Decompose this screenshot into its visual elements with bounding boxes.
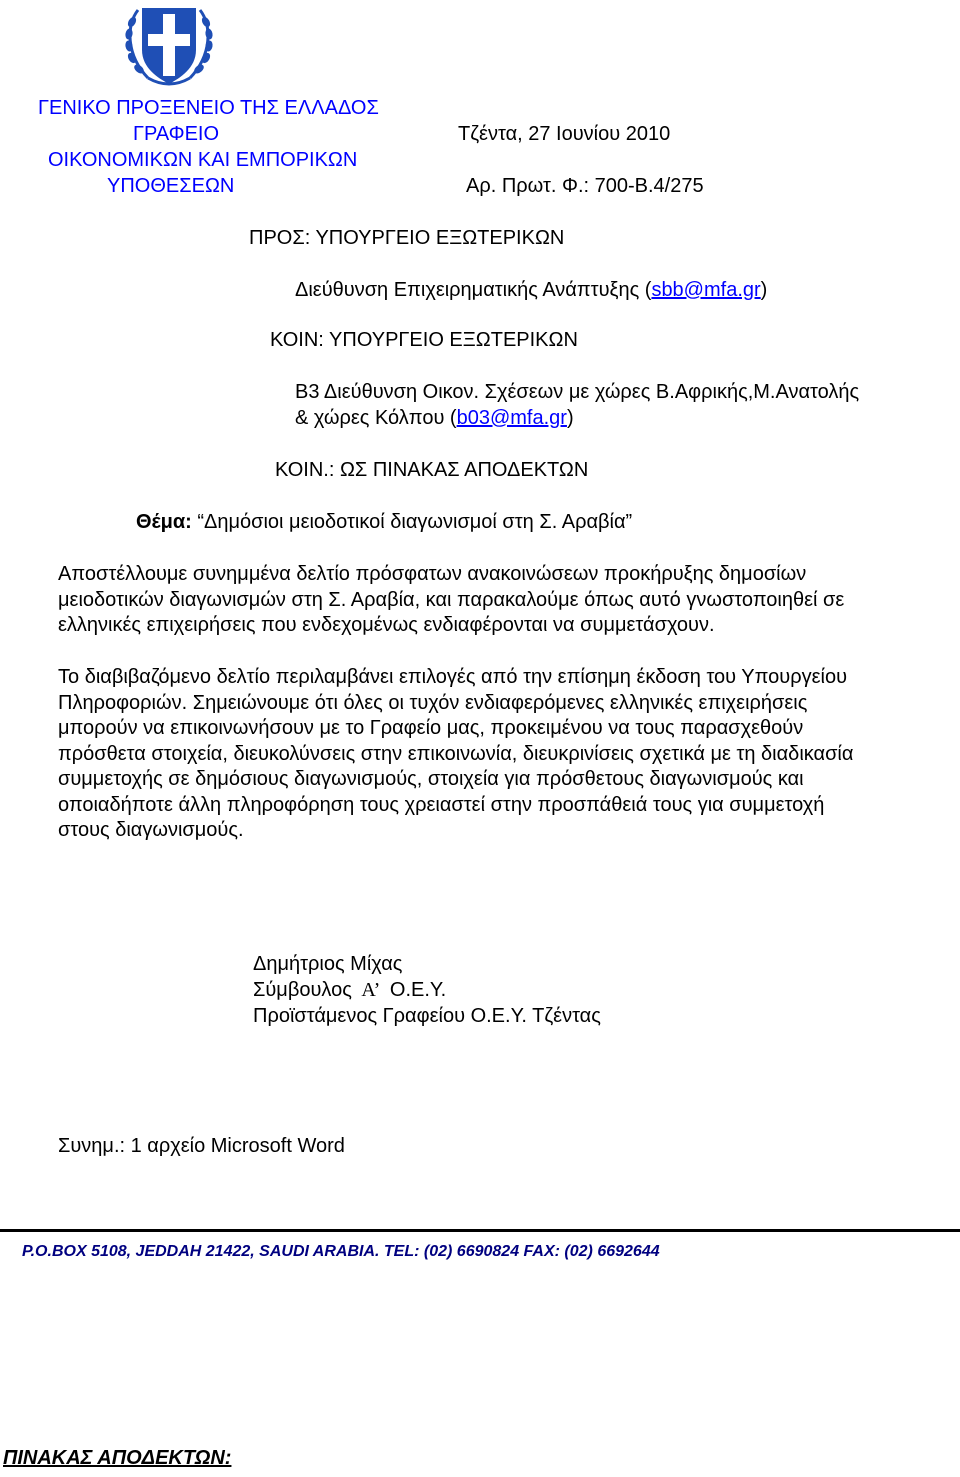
- body-paragraph-2-line: οποιαδήποτε άλλη πληροφόρηση τους χρειαστεί στην προσπάθειά τους για συμμετοχή: [58, 793, 825, 816]
- body-paragraph-2-line: Πληροφοριών. Σημειώνουμε ότι όλες οι τυχόν ενδιαφερόμενες ελληνικές επιχειρήσεις: [58, 691, 808, 714]
- recipient-cc-2: ΚΟΙΝ.: ΩΣ ΠΙΝΑΚΑΣ ΑΠΟΔΕΚΤΩΝ: [275, 459, 589, 481]
- recipient-to-email-link[interactable]: sbb@mfa.gr: [651, 279, 761, 301]
- recipient-cc-1-department-line-2: [295, 406, 574, 430]
- sender-line-2: ΓΡΑΦΕΙΟ: [133, 123, 220, 145]
- recipient-cc-1-department-line-1: Β3 Διεύθυνση Οικον. Σχέσεων με χώρες Β.Αφρικής,Μ.Ανατολής: [295, 381, 860, 403]
- recipient-cc-1-department-line-2-suffix: ): [566, 407, 574, 429]
- sender-line-4: ΥΠΟΘΕΣΕΩΝ: [107, 175, 235, 197]
- recipient-to-department-suffix: ): [760, 279, 768, 301]
- recipients-table-heading: ΠΙΝΑΚΑΣ ΑΠΟΔΕΚΤΩΝ:: [3, 1447, 232, 1469]
- body-paragraph-2-line: συμμετοχής σε δημόσιους διαγωνισμούς, στοιχεία για πρόσθετους διαγωνισμούς και: [58, 768, 804, 790]
- body-paragraph-1-line: ελληνικές επιχειρήσεις που ενδεχομένως ενδιαφέρονται να συμμετάσχουν.: [58, 614, 715, 636]
- body-paragraph-1-line: μειοδοτικών διαγωνισμών στη Σ. Αραβία, και παρακαλούμε όπως αυτό γνωστοποιηθεί σε: [58, 588, 845, 611]
- recipient-cc-1: ΚΟΙΝ: ΥΠΟΥΡΓΕΙΟ ΕΞΩΤΕΡΙΚΩΝ: [270, 329, 578, 351]
- sender-line-3: ΟΙΚΟΝΟΜΙΚΩΝ ΚΑΙ ΕΜΠΟΡΙΚΩΝ: [48, 149, 358, 171]
- body-paragraph-1: [58, 562, 958, 639]
- signature-title: [253, 978, 446, 1002]
- body-paragraph-1-line: Αποστέλλουμε συνημμένα δελτίο πρόσφατων ανακοινώσεων προκήρυξης δημοσίων: [58, 563, 807, 585]
- footer-address: P.O.BOX 5108, JEDDAH 21422, SAUDI ARABIA. TEL: (02) 6690824 FAX: (02) 6692644: [22, 1243, 660, 1260]
- signature-position: Προϊστάμενος Γραφείου Ο.Ε.Υ. Τζέντας: [253, 1005, 601, 1027]
- recipient-to: ΠΡΟΣ: ΥΠΟΥΡΓΕΙΟ ΕΞΩΤΕΡΙΚΩΝ: [249, 227, 565, 249]
- recipient-to-department-text: Διεύθυνση Επιχειρηματικής Ανάπτυξης (: [295, 279, 652, 301]
- body-paragraph-2-line: πρόσθετα στοιχεία, διευκολύνσεις στην επικοινωνία, διευκρινίσεις σχετικά με τη διαδικασία: [58, 742, 854, 765]
- body-paragraph-2-line: στους διαγωνισμούς.: [58, 819, 244, 841]
- footer-divider: [0, 1229, 960, 1232]
- greek-coat-of-arms-emblem: [118, 0, 220, 92]
- coat-of-arms-icon: [118, 0, 220, 92]
- protocol-number: Αρ. Πρωτ. Φ.: 700-Β.4/275: [466, 175, 704, 197]
- body-paragraph-2: [58, 665, 958, 844]
- attachment-note: Συνημ.: 1 αρχείο Microsoft Word: [58, 1135, 345, 1157]
- recipient-to-department: [295, 278, 767, 302]
- letter-date: Τζέντα, 27 Ιουνίου 2010: [458, 123, 671, 145]
- signature-name: Δημήτριος Μίχας: [253, 953, 403, 975]
- body-paragraph-2-line: μπορούν να επικοινωνήσουν με το Γραφείο μας, προκειμένου να τους παρασχεθούν: [58, 717, 804, 739]
- recipient-cc-1-email-link[interactable]: b03@mfa.gr: [456, 407, 567, 429]
- subject-line: [136, 510, 632, 534]
- body-paragraph-2-line: Το διαβιβαζόμενο δελτίο περιλαμβάνει επιλογές από την επίσημη έκδοση του Υπουργείου: [58, 666, 848, 688]
- subject-text: “Δημόσιοι μειοδοτικοί διαγωνισμοί στη Σ. Αραβία”: [197, 511, 633, 533]
- signature-title-grade: Α’: [361, 979, 381, 1001]
- signature-title-prefix: Σύμβουλος: [253, 979, 352, 1001]
- sender-line-1: ΓΕΝΙΚΟ ΠΡΟΞΕΝΕΙΟ ΤΗΣ ΕΛΛΑΔΟΣ: [38, 97, 379, 119]
- subject-label: Θέμα:: [136, 511, 192, 533]
- signature-title-suffix: Ο.Ε.Υ.: [389, 979, 447, 1001]
- recipient-cc-1-department-line-2-text: & χώρες Κόλπου (: [295, 407, 457, 429]
